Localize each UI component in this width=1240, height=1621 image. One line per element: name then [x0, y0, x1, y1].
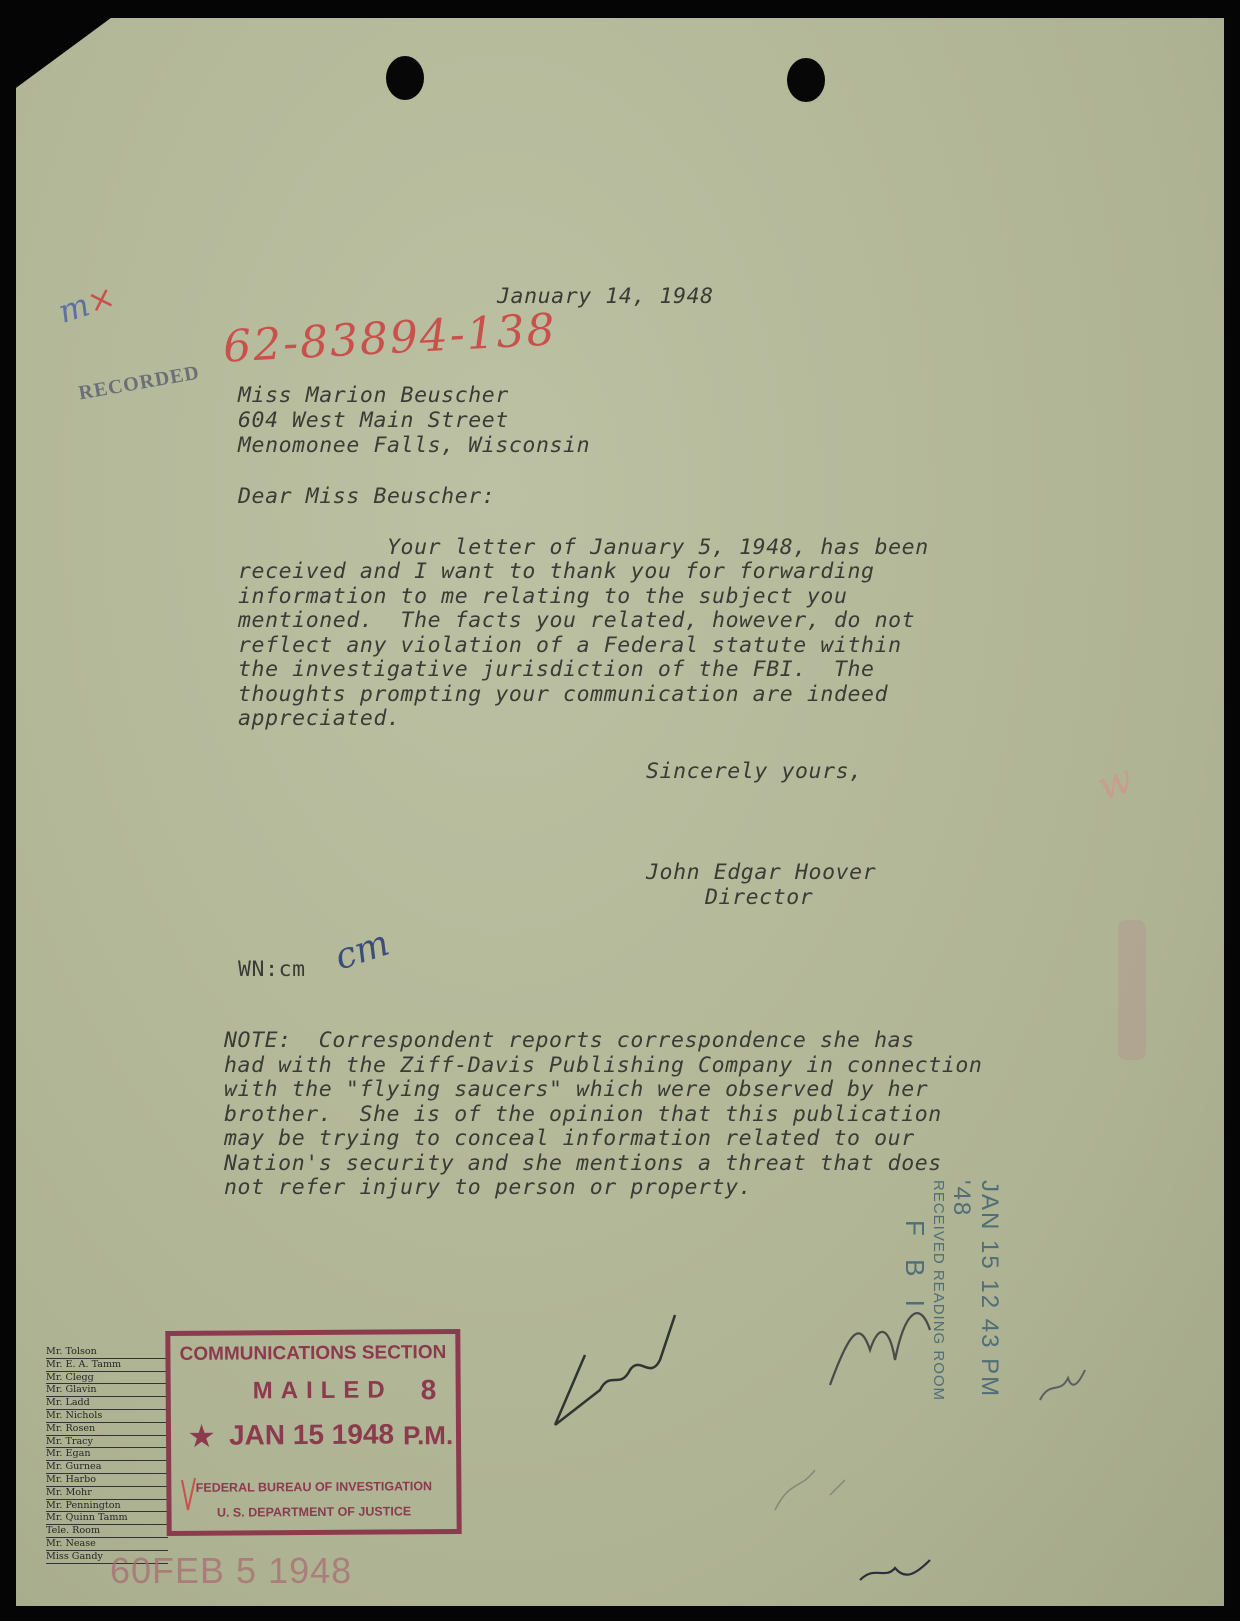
- faint-red-check: w: [1091, 755, 1140, 811]
- signature-title: Director: [705, 885, 814, 910]
- routing-item: Miss Gandy: [46, 1551, 168, 1564]
- note-line: Nation's security and she mentions a threat that does: [224, 1151, 942, 1176]
- routing-item: Mr. Egan: [46, 1448, 168, 1461]
- note-line: with the "flying saucers" which were observed by her: [224, 1077, 929, 1102]
- routing-item: Mr. Nease: [46, 1538, 168, 1551]
- recipient-line: Menomonee Falls, Wisconsin: [238, 433, 591, 458]
- note-line: not refer injury to person or property.: [224, 1175, 753, 1200]
- routing-item: Mr. Quinn Tamm: [46, 1512, 168, 1525]
- routing-item: Mr. Nichols: [46, 1410, 168, 1423]
- note-line: brother. She is of the opinion that this publication: [224, 1102, 942, 1127]
- received-reading-room-stamp: JAN 15 12 43 PM '48 RECEIVED READING ROOM F B I: [900, 1180, 1003, 1402]
- routing-item: Mr. Pennington: [46, 1500, 168, 1513]
- body-line: information to me relating to the subject you: [238, 584, 848, 609]
- body-line: received and I want to thank you for forwarding: [238, 559, 875, 584]
- routing-item: Mr. Mohr: [46, 1487, 168, 1500]
- body-line: reflect any violation of a Federal statute within: [238, 633, 902, 658]
- handwritten-initials: cm: [329, 922, 395, 979]
- closing: Sincerely yours,: [646, 759, 863, 784]
- recipient-line: 604 West Main Street: [238, 408, 509, 433]
- body-line: appreciated.: [238, 706, 401, 731]
- routing-item: Mr. Tracy: [46, 1436, 168, 1449]
- letter-date: January 14, 1948: [497, 284, 714, 309]
- routing-item: Mr. Tolson: [46, 1346, 168, 1359]
- file-number: 62-83894-138: [221, 304, 558, 373]
- body-line: mentioned. The facts you related, however, do not: [238, 608, 916, 633]
- recipient-line: Miss Marion Beuscher: [238, 383, 509, 408]
- typist-initials: WN:cm: [238, 957, 306, 982]
- body-line: thoughts prompting your communication are indeed: [238, 682, 889, 707]
- bottom-date-stamp: 60FEB 5 1948: [110, 1550, 353, 1591]
- signature-name: John Edgar Hoover: [646, 860, 877, 885]
- body-line: the investigative jurisdiction of the FBI. The: [238, 657, 875, 682]
- note-line: may be trying to conceal information related to our: [224, 1126, 915, 1151]
- handwritten-initials-mark: m×: [53, 277, 120, 331]
- routing-item: Mr. Gurnea: [46, 1461, 168, 1474]
- routing-item: Mr. Clegg: [46, 1372, 168, 1385]
- routing-item: Mr. Harbo: [46, 1474, 168, 1487]
- communications-mailed-stamp: COMMUNICATIONS SECTION MAILED 8 ★ JAN 15 1948 P.M. FEDERAL BUREAU OF INVESTIGATION U. S. DEPARTMENT OF JUSTICE: [165, 1329, 461, 1536]
- salutation: Dear Miss Beuscher:: [238, 484, 496, 509]
- recorded-stamp: RECORDED: [76, 361, 202, 405]
- note-line: had with the Ziff-Davis Publishing Company in connection: [224, 1053, 983, 1078]
- routing-item: Tele. Room: [46, 1525, 168, 1538]
- note-line: NOTE: Correspondent reports correspondence she has: [224, 1028, 915, 1053]
- routing-item: Mr. Ladd: [46, 1397, 168, 1410]
- routing-item: Mr. Glavin: [46, 1384, 168, 1397]
- body-line: Your letter of January 5, 1948, has been: [238, 535, 929, 560]
- routing-item: Mr. E. A. Tamm: [46, 1359, 168, 1372]
- routing-item: Mr. Rosen: [46, 1423, 168, 1436]
